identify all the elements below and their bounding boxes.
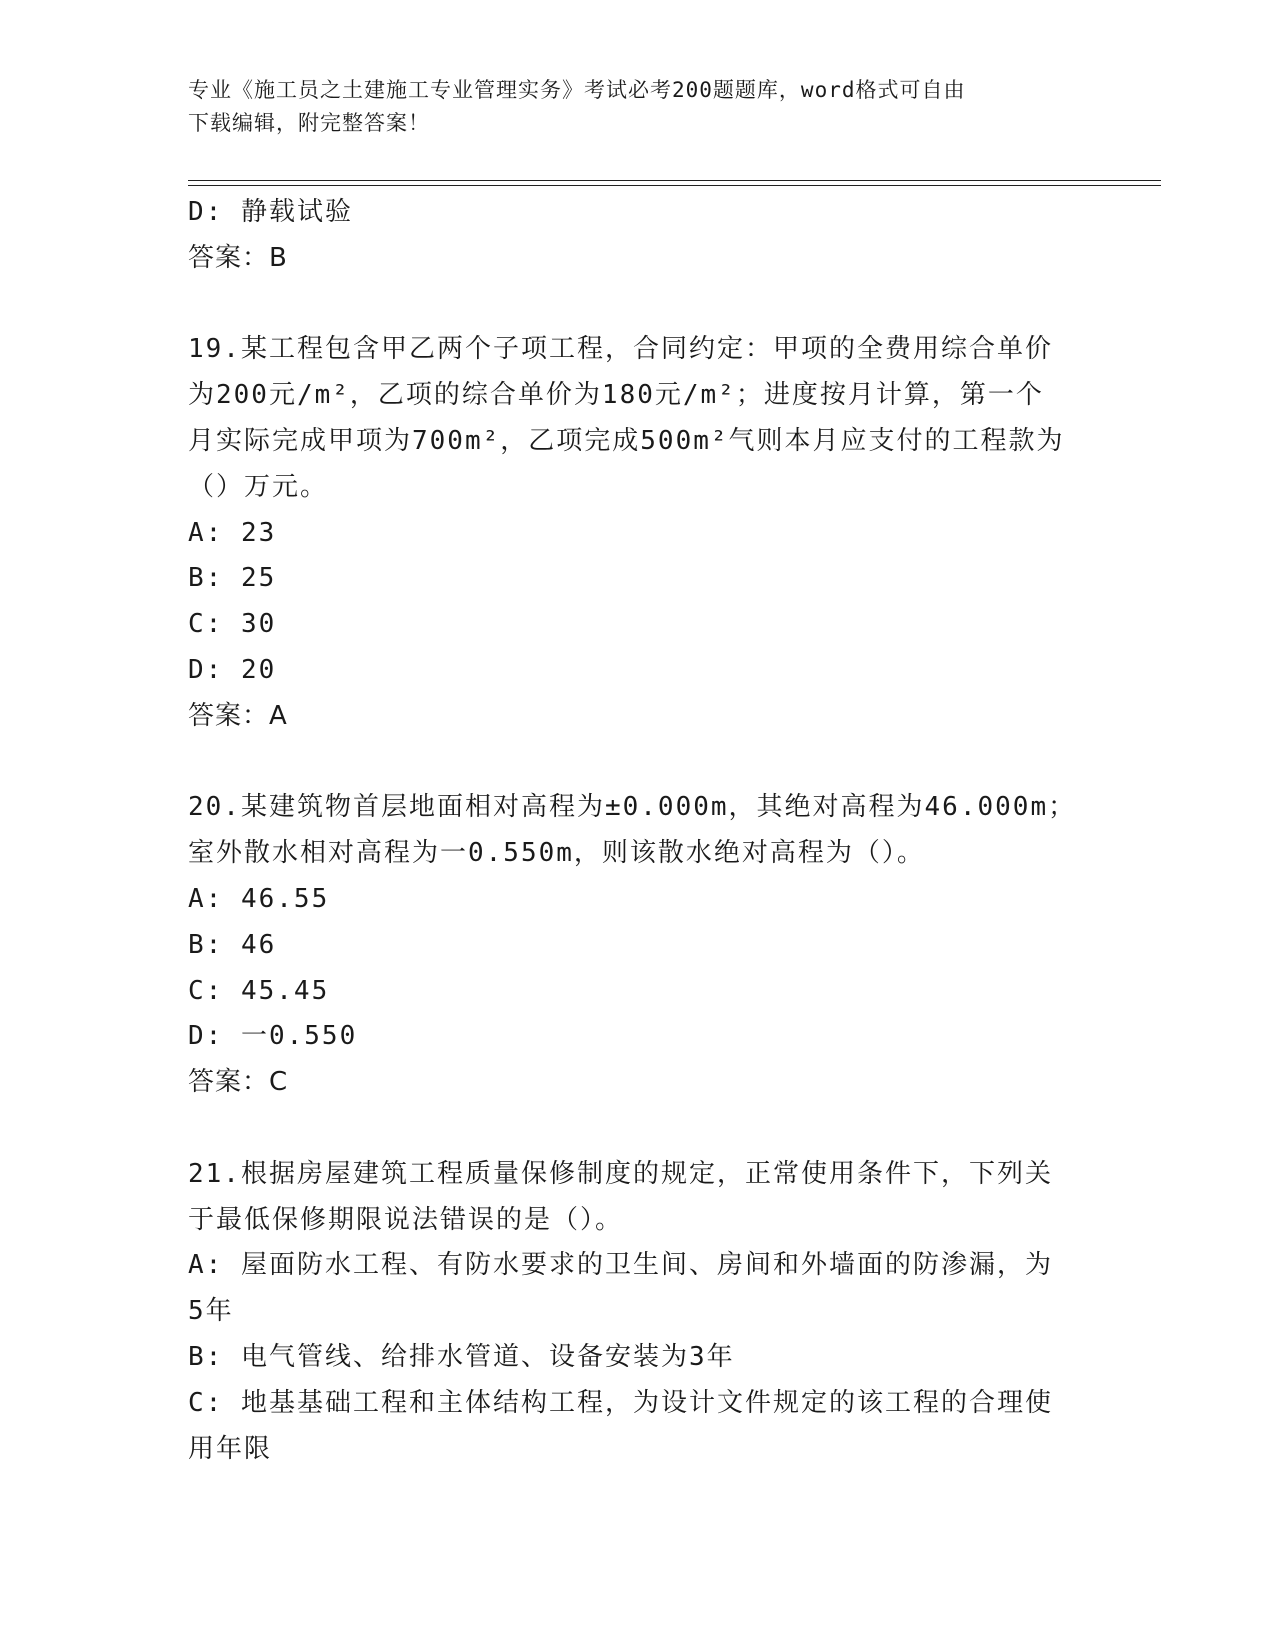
document-body [188, 190, 1088, 1472]
question-21 [188, 1152, 1088, 1473]
question-text-line: （）万元。 [188, 471, 329, 502]
option-b: B: 25 [188, 563, 277, 594]
option-a: A: 46.55 [188, 883, 330, 914]
answer-line: 答案：C [188, 1067, 289, 1098]
option-c: C: 45.45 [188, 975, 330, 1006]
header-line: 下载编辑，附完整答案！ [188, 111, 430, 135]
question-text-line: 为200元/m²，乙项的综合单价为180元/m²；进度按月计算，第一个 [188, 380, 1044, 411]
answer-line: 答案：B [188, 242, 288, 273]
header-rule [188, 180, 1161, 181]
question-text-line: 室外散水相对高程为一0.550m，则该散水绝对高程为（）。 [188, 838, 925, 869]
question-text-line: 于最低保修期限说法错误的是（）。 [188, 1204, 624, 1235]
option-a: A: 23 [188, 517, 277, 548]
question-text-line: 月实际完成甲项为700m²，乙项完成500m²气则本月应支付的工程款为 [188, 425, 1065, 456]
option-c-continued: 用年限 [188, 1433, 273, 1464]
option-a-continued: 5年 [188, 1296, 234, 1327]
option-b: B: 46 [188, 929, 277, 960]
answer-line: 答案：A [188, 700, 288, 731]
page-header [188, 74, 1088, 140]
question-text-line: 20.某建筑物首层地面相对高程为±0.000m，其绝对高程为46.000m； [188, 792, 1077, 823]
option-a: A: 屋面防水工程、有防水要求的卫生间、房间和外墙面的防渗漏，为 [188, 1250, 1053, 1281]
option-b: B: 电气管线、给排水管道、设备安装为3年 [188, 1341, 735, 1372]
question-19 [188, 327, 1088, 739]
question-text-line: 21.根据房屋建筑工程质量保修制度的规定，正常使用条件下，下列关 [188, 1158, 1053, 1189]
spacer [188, 1106, 1088, 1152]
question-20 [188, 785, 1088, 1106]
spacer [188, 740, 1088, 786]
option-c: C: 30 [188, 609, 277, 640]
option-d: D: 20 [188, 654, 277, 685]
option-d: D: 静载试验 [188, 197, 353, 227]
header-rule [188, 185, 1161, 186]
spacer [188, 282, 1088, 328]
header-line: 专业《施工员之土建施工专业管理实务》考试必考200题题库，word格式可自由 [188, 78, 966, 102]
option-c: C: 地基基础工程和主体结构工程，为设计文件规定的该工程的合理使 [188, 1387, 1053, 1418]
question-text-line: 19.某工程包含甲乙两个子项工程，合同约定：甲项的全费用综合单价 [188, 334, 1053, 365]
option-d: D: 一0.550 [188, 1021, 358, 1052]
